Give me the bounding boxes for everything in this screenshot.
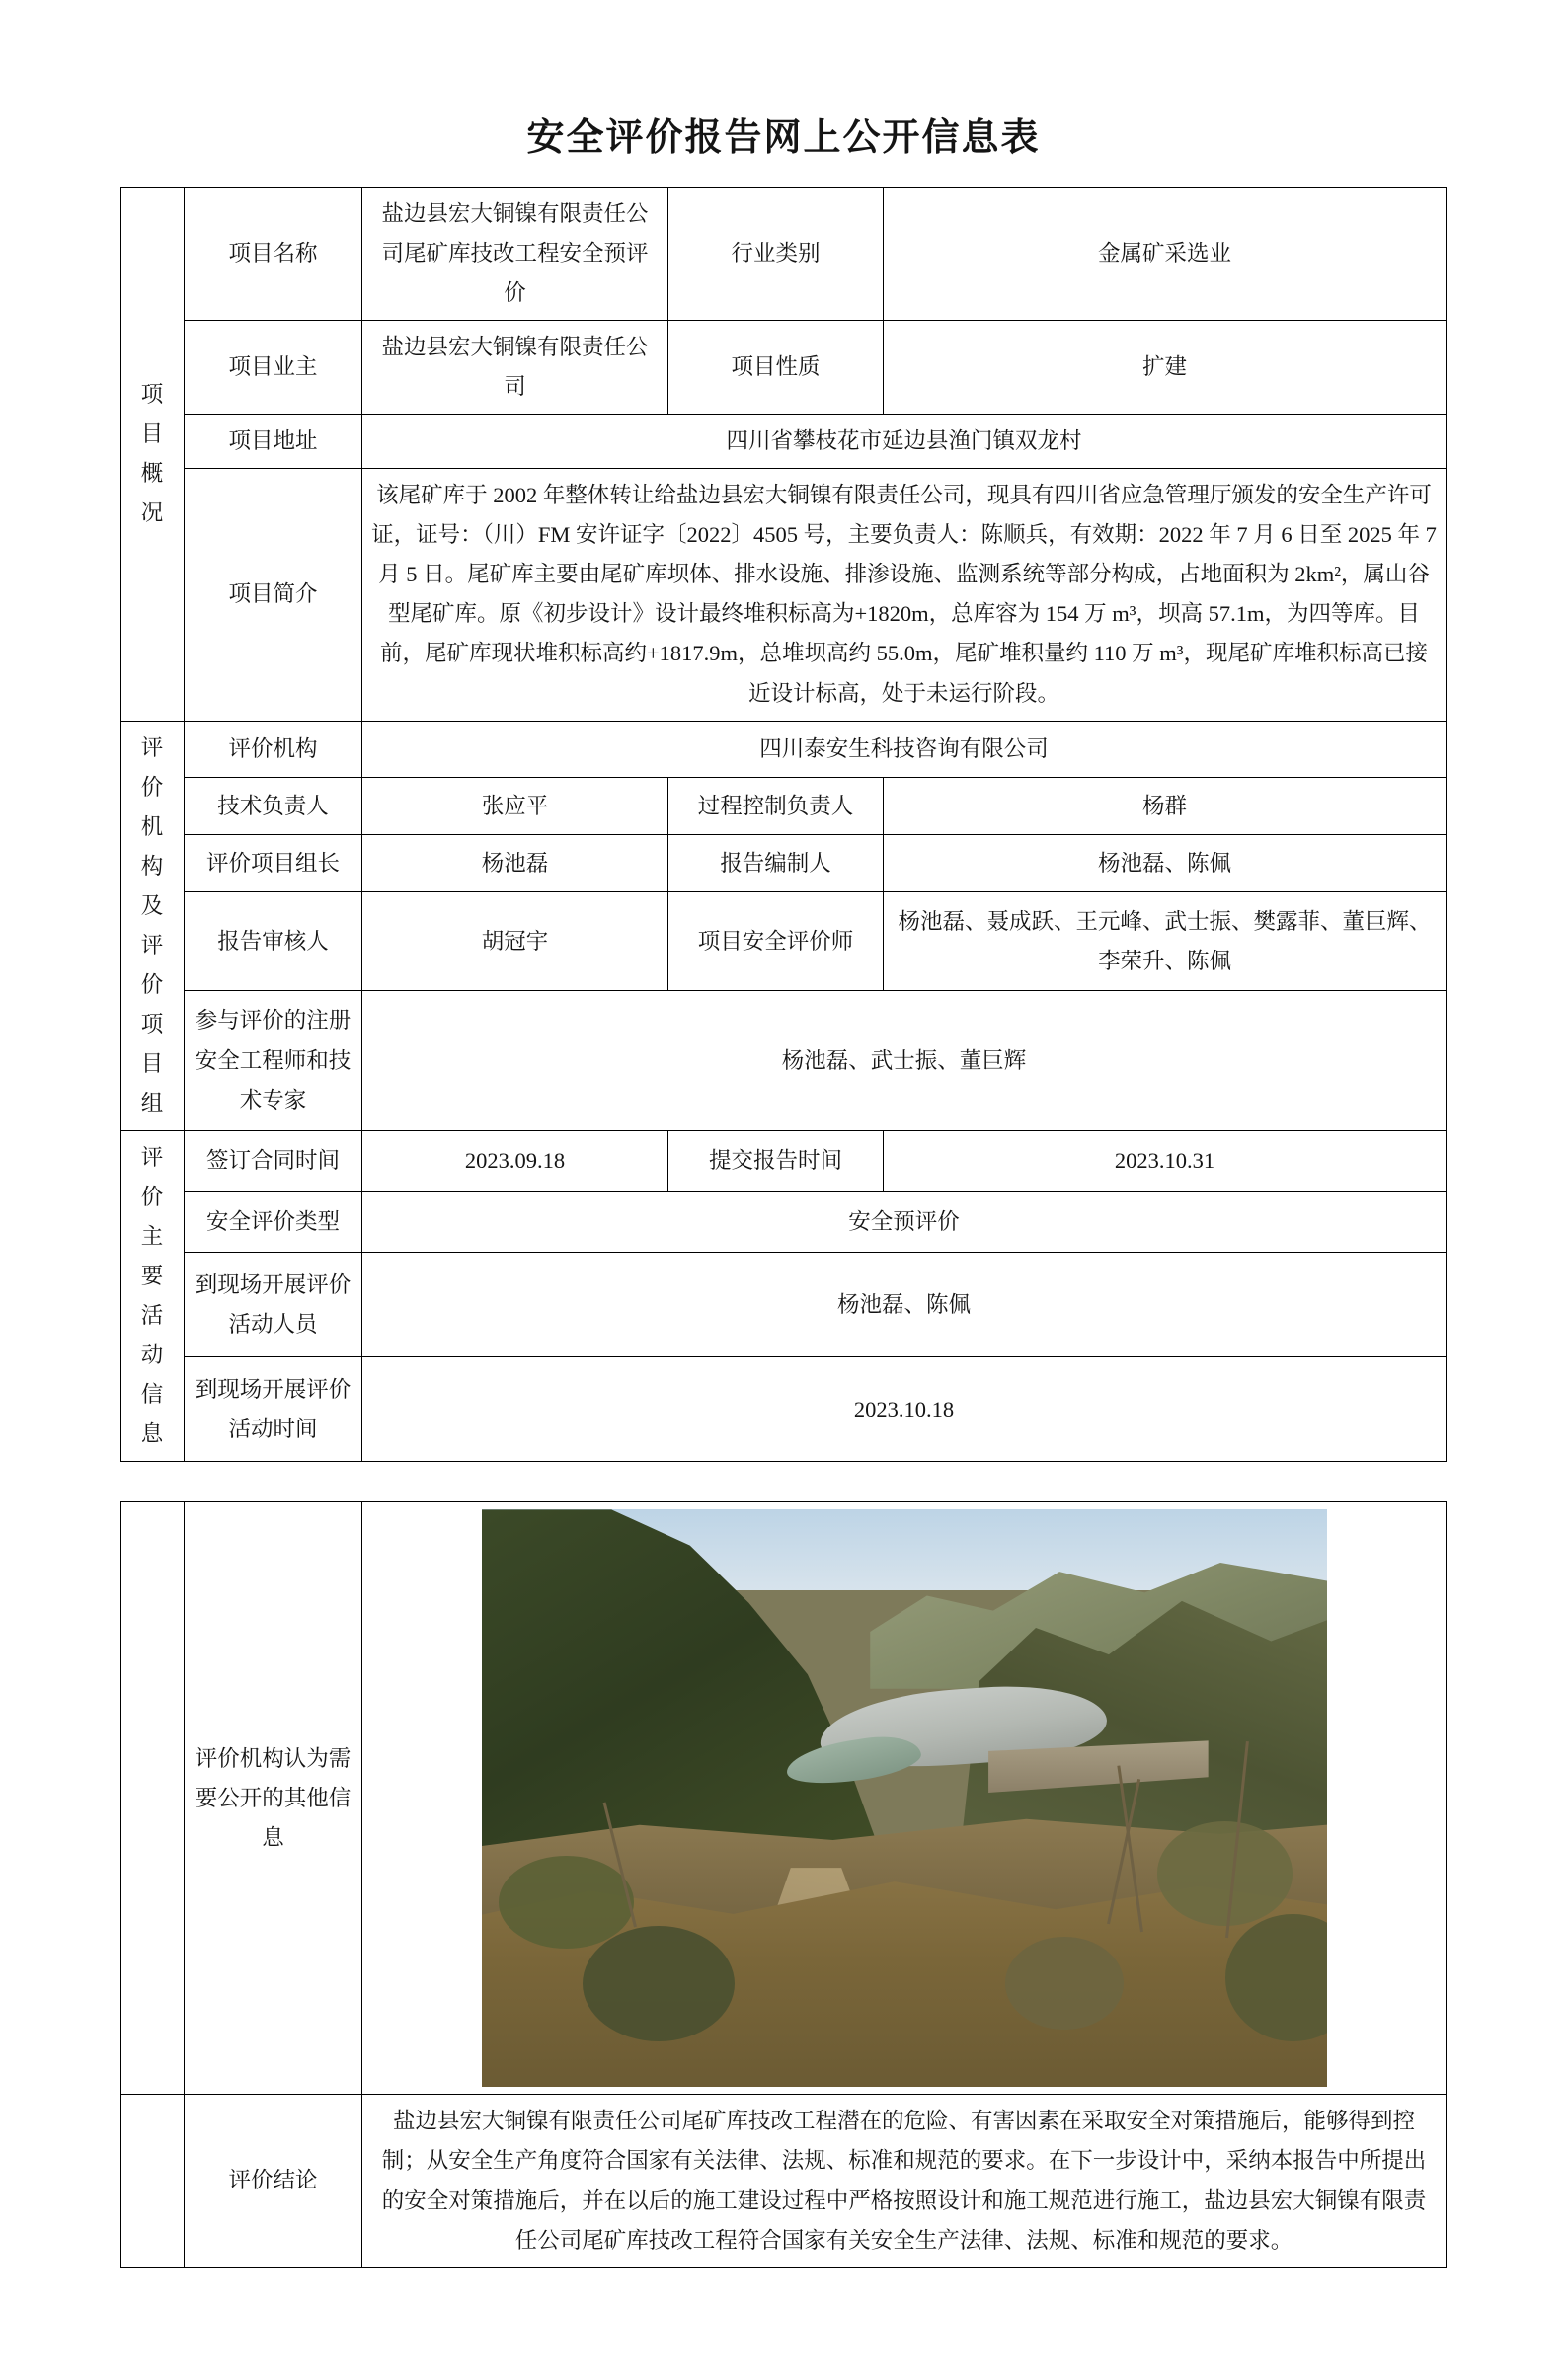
label-project-owner: 项目业主 bbox=[185, 321, 362, 415]
table-row bbox=[121, 1191, 1447, 1252]
table-row bbox=[121, 188, 1447, 321]
section-label-project-overview: 项目概况 bbox=[121, 188, 185, 722]
other-info-table bbox=[120, 1501, 1447, 2267]
other-info-spacer bbox=[121, 1502, 185, 2095]
table-row bbox=[121, 1131, 1447, 1191]
value-industry: 金属矿采选业 bbox=[884, 188, 1447, 321]
photo-shrub bbox=[1005, 1937, 1124, 2030]
label-submit-date: 提交报告时间 bbox=[668, 1131, 884, 1191]
label-project-name: 项目名称 bbox=[185, 188, 362, 321]
table-row bbox=[121, 991, 1447, 1131]
section-label-agency-team: 评价机构及评价项目组 bbox=[121, 721, 185, 1130]
value-agency: 四川泰安生科技咨询有限公司 bbox=[362, 721, 1447, 778]
value-tech-lead: 张应平 bbox=[362, 778, 668, 835]
label-industry: 行业类别 bbox=[668, 188, 884, 321]
label-other-info: 评价机构认为需要公开的其他信息 bbox=[185, 1502, 362, 2095]
label-report-writer: 报告编制人 bbox=[668, 835, 884, 892]
label-team-leader: 评价项目组长 bbox=[185, 835, 362, 892]
label-assessors: 项目安全评价师 bbox=[668, 892, 884, 991]
table-row bbox=[121, 778, 1447, 835]
table-row bbox=[121, 1502, 1447, 2095]
value-registered-engineers: 杨池磊、武士振、董巨辉 bbox=[362, 991, 1447, 1131]
value-eval-type: 安全预评价 bbox=[362, 1191, 1447, 1252]
label-reviewer: 报告审核人 bbox=[185, 892, 362, 991]
table-row bbox=[121, 1357, 1447, 1462]
table-row bbox=[121, 721, 1447, 778]
label-registered-engineers: 参与评价的注册安全工程师和技术专家 bbox=[185, 991, 362, 1131]
value-project-name: 盐边县宏大铜镍有限责任公司尾矿库技改工程安全预评价 bbox=[362, 188, 668, 321]
table-row bbox=[121, 415, 1447, 469]
table-row bbox=[121, 2095, 1447, 2267]
label-tech-lead: 技术负责人 bbox=[185, 778, 362, 835]
value-project-owner: 盐边县宏大铜镍有限责任公司 bbox=[362, 321, 668, 415]
section-label-main-activities: 评价主要活动信息 bbox=[121, 1131, 185, 1462]
photo-shrub bbox=[499, 1856, 634, 1949]
site-photo bbox=[482, 1509, 1327, 2087]
value-process-lead: 杨群 bbox=[884, 778, 1447, 835]
label-eval-type: 安全评价类型 bbox=[185, 1191, 362, 1252]
value-other-info bbox=[362, 1502, 1447, 2095]
conclusion-spacer bbox=[121, 2095, 185, 2267]
label-process-lead: 过程控制负责人 bbox=[668, 778, 884, 835]
label-conclusion: 评价结论 bbox=[185, 2095, 362, 2267]
main-info-table bbox=[120, 187, 1447, 1462]
value-onsite-staff: 杨池磊、陈佩 bbox=[362, 1252, 1447, 1356]
photo-shrub bbox=[1157, 1821, 1293, 1925]
label-onsite-staff: 到现场开展评价活动人员 bbox=[185, 1252, 362, 1356]
value-assessors: 杨池磊、聂成跃、王元峰、武士振、樊露菲、董巨辉、李荣升、陈佩 bbox=[884, 892, 1447, 991]
table-row bbox=[121, 321, 1447, 415]
label-contract-date: 签订合同时间 bbox=[185, 1131, 362, 1191]
table-separator bbox=[0, 1462, 1567, 1501]
label-project-intro: 项目简介 bbox=[185, 469, 362, 721]
table-row bbox=[121, 1252, 1447, 1356]
value-report-writer: 杨池磊、陈佩 bbox=[884, 835, 1447, 892]
label-onsite-date: 到现场开展评价活动时间 bbox=[185, 1357, 362, 1462]
project-intro-paragraph: 该尾矿库于 2002 年整体转让给盐边县宏大铜镍有限责任公司，现具有四川省应急管理厅颁发的安全生产许可证，证号：（川）FM 安许证字〔2022〕4505 号，主要负责人：陈顺兵，有效期：2022 年 7 月 6 日至 2025 年 7 月 5 日。尾矿库主要由尾矿库坝体、排水设施、排渗设施、监测系统等部分构成，占地面积为 2km²，属山谷型尾矿库。原《初步设计》设计最终堆积标高为+1820m，总库容为 154 万 m³，坝高 57.1m，为四等库。目前，尾矿库现状堆积标高约+1817.9m，总堆坝高约 55.0m，尾矿堆积量约 110 万 m³，现尾矿库堆积标高已接近设计标高，处于未运行阶段。 bbox=[371, 483, 1437, 706]
value-project-intro bbox=[362, 469, 1447, 721]
value-contract-date: 2023.09.18 bbox=[362, 1131, 668, 1191]
value-reviewer: 胡冠宇 bbox=[362, 892, 668, 991]
value-onsite-date: 2023.10.18 bbox=[362, 1357, 1447, 1462]
page-title: 安全评价报告网上公开信息表 bbox=[526, 117, 1041, 159]
value-submit-date: 2023.10.31 bbox=[884, 1131, 1447, 1191]
conclusion-paragraph: 盐边县宏大铜镍有限责任公司尾矿库技改工程潜在的危险、有害因素在采取安全对策措施后，能够得到控制；从安全生产角度符合国家有关法律、法规、标准和规范的要求。在下一步设计中，采纳本报告中所提出的安全对策措施后，并在以后的施工建设过程中严格按照设计和施工规范进行施工，盐边县宏大铜镍有限责任公司尾矿库技改工程符合国家有关安全生产法律、法规、标准和规范的要求。 bbox=[381, 2109, 1427, 2253]
label-project-nature: 项目性质 bbox=[668, 321, 884, 415]
table-row bbox=[121, 469, 1447, 721]
photo-shrub bbox=[583, 1926, 735, 2041]
label-project-address: 项目地址 bbox=[185, 415, 362, 469]
value-project-nature: 扩建 bbox=[884, 321, 1447, 415]
value-conclusion bbox=[362, 2095, 1447, 2267]
table-row bbox=[121, 892, 1447, 991]
label-agency: 评价机构 bbox=[185, 721, 362, 778]
table-row bbox=[121, 835, 1447, 892]
value-project-address: 四川省攀枝花市延边县渔门镇双龙村 bbox=[362, 415, 1447, 469]
value-team-leader: 杨池磊 bbox=[362, 835, 668, 892]
